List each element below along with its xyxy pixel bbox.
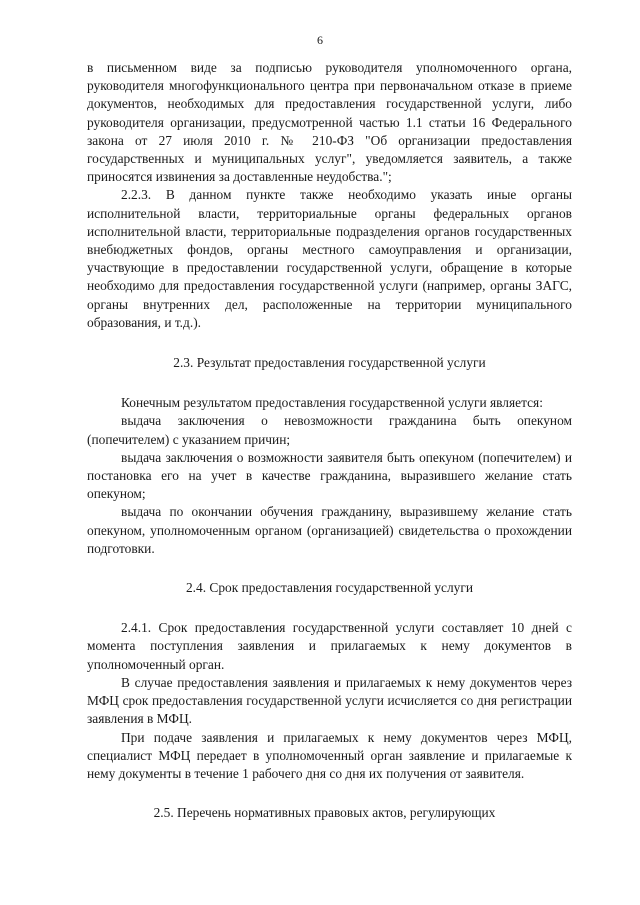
section-heading-2-3: 2.3. Результат предоставления государственной услуги — [173, 355, 486, 371]
paragraph-result-item-3: выдача по окончании обучения гражданину, выразившему желание стать опекуном, уполномоченным органом (организацией) свидетельства о прохождении подготовки. — [87, 504, 572, 556]
paragraph-result-intro: Конечным результатом предоставления государственной услуги является: — [121, 395, 543, 411]
paragraph-2-4-1: 2.4.1. Срок предоставления государственной услуги составляет 10 дней с момента поступления заявления и прилагаемых к нему документов в уполномоченный орган. — [87, 620, 572, 672]
paragraph-mfc-term: В случае предоставления заявления и прилагаемых к нему документов через МФЦ срок предоставления государственной услуги исчисляется со дня регистрации заявления в МФЦ. — [87, 674, 572, 727]
section-heading-2-4: 2.4. Срок предоставления государственной услуги — [185, 580, 474, 596]
paragraph-mfc-transfer: При подаче заявления и прилагаемых к нему документов через МФЦ, специалист МФЦ передает в уполномоченный орган заявление и прилагаемые к нему документы в течение 1 рабочего дня со дня их получения от заявителя. — [87, 729, 572, 781]
paragraph-result-item-2: выдача заключения о возможности заявителя быть опекуном (попечителем) и постановка его на учет в качестве гражданина, выразившего желание стать опекуном; — [87, 449, 572, 502]
paragraph-result-item-1: выдача заключения о невозможности гражданина быть опекуном (попечителем) с указанием причин; — [87, 413, 572, 447]
paragraph-refusal-notice: в письменном виде за подписью руководителя уполномоченного органа, руководителя многофункционального центра при первоначальном отказе в приеме документов, необходимых для предоставления государственной услуги, либо руководителя организации, предусмотренной частью 1.1 статьи 16 Федерального закона от 27 июля 2010 г. № 210-ФЗ "Об организации предоставления государственных и муниципальных услуг", уведомляется заявитель, а также приносятся извинения за доставленные неудобства."; — [87, 60, 572, 185]
section-heading-2-5: 2.5. Перечень нормативных правовых актов, регулирующих — [153, 805, 496, 821]
page-body — [87, 59, 572, 822]
paragraph-2-2-3: 2.2.3. В данном пункте также необходимо указать иные органы исполнительной власти, территориальные органы федеральных органов исполнительной власти, территориальные подразделения органов государственных внебюджетных фондов, органы местного самоуправления и организации, участвующие в предоставлении государственной услуги, обращение в которые необходимо для предоставления государственной услуги (например, органы ЗАГС, органы внутренних дел, расположенные на территории муниципального образования, и т.д.). — [87, 187, 572, 330]
page-number: 6 — [317, 33, 323, 47]
